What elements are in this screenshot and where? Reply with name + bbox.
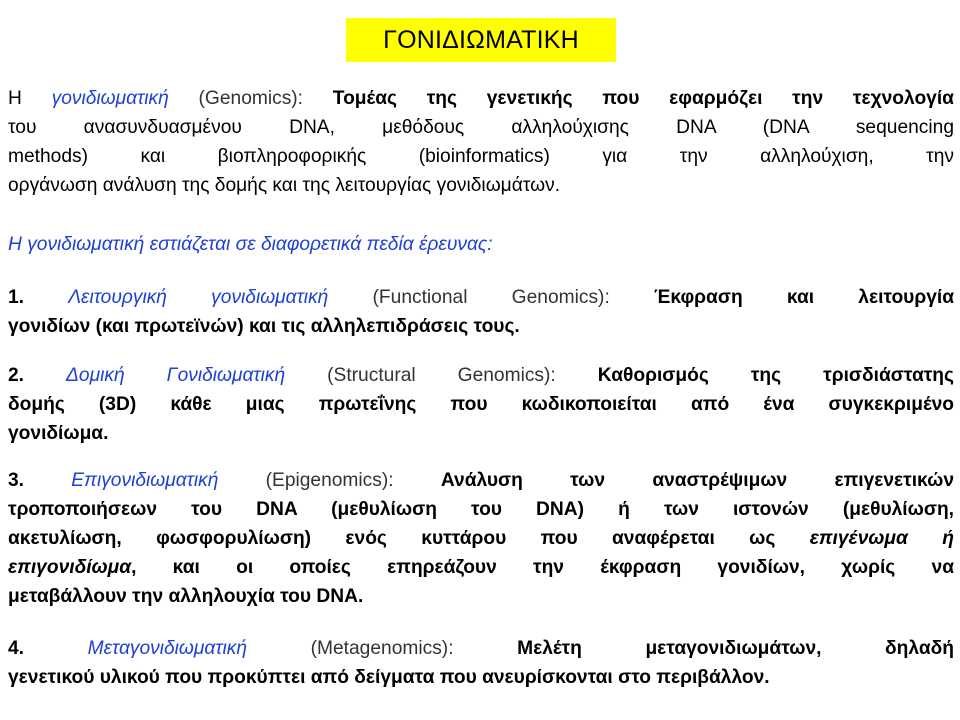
item4-text-1: Μελέτη μεταγονιδιωμάτων, δηλαδή xyxy=(517,638,954,659)
intro-paragraph xyxy=(8,84,954,200)
item3-text-1: Ανάλυση των αναστρέψιμων επιγενετικών xyxy=(440,470,954,491)
item2-line-1 xyxy=(8,361,954,390)
item4-line-1 xyxy=(8,634,954,663)
list-item-functional xyxy=(8,283,954,341)
item4-english: (Metagenomics): xyxy=(310,638,454,659)
item3-line-1 xyxy=(8,466,954,495)
item2-text-3: γονιδίωμα. xyxy=(8,423,109,444)
intro-line-2: του ανασυνδυασμένου DNA, μεθόδους αλληλούχισης DNA (DNA sequencing xyxy=(8,117,954,138)
item3-english: (Epigenomics): xyxy=(265,470,394,491)
list-item-epigenomics xyxy=(8,466,954,611)
item2-number: 2. xyxy=(8,365,25,386)
item1-text-2: γονιδίων (και πρωτεϊνών) και τις αλληλεπιδράσεις τους. xyxy=(8,316,520,337)
item2-text-1: Καθορισμός της τρισδιάστατης xyxy=(597,365,955,386)
intro-lead: Η xyxy=(8,88,22,109)
item4-text-2: γενετικού υλικού που προκύπτει από δείγματα που ανευρίσκονται στο περιβάλλον. xyxy=(8,667,770,688)
item3-text-5: μεταβάλλουν την αλληλουχία του DNA. xyxy=(8,586,364,607)
item1-line-1 xyxy=(8,283,954,312)
intro-english: (Genomics): xyxy=(198,88,304,109)
intro-term: γονιδιωματική xyxy=(51,88,169,109)
item3-text-4: , και οι οποίες επηρεάζουν την έκφραση γονιδίων, χωρίς να xyxy=(131,557,954,578)
item3-text-3: ακετυλίωση, φωσφορυλίωση) ενός κυττάρου που αναφέρεται ως xyxy=(8,528,776,549)
item3-text-2: τροποποιήσεων του DNA (μεθυλίωση του DNA) ή των ιστονών (μεθυλίωση, xyxy=(8,499,954,520)
item3-number: 3. xyxy=(8,470,25,491)
item2-term: Δομική Γονιδιωματική xyxy=(66,365,286,386)
list-item-structural xyxy=(8,361,954,448)
intro-line-4: οργάνωση ανάλυση της δομής και της λειτουργίας γονιδιωμάτων. xyxy=(8,175,561,196)
intro-line-1 xyxy=(8,84,954,113)
item3-epigenome-alt: επιγονιδίωμα xyxy=(8,557,132,578)
item4-term: Μεταγονιδιωματική xyxy=(87,638,248,659)
item1-english: (Functional Genomics): xyxy=(372,287,610,308)
item2-text-2: δομής (3D) κάθε μιας πρωτεΐνης που κωδικοποιείται από ένα συγκεκριμένο xyxy=(8,394,954,415)
title-highlight xyxy=(346,18,616,62)
item3-term: Επιγονιδιωματική xyxy=(71,470,219,491)
item3-line-3 xyxy=(8,524,954,553)
item1-text-1: Έκφραση και λειτουργία xyxy=(654,287,955,308)
item3-line-4 xyxy=(8,553,954,582)
item3-epigenome: επιγένωμα xyxy=(809,528,908,549)
item4-number: 4. xyxy=(8,638,25,659)
page-title: ΓΟΝΙΔΙΩΜΑΤΙΚΗ xyxy=(383,25,579,54)
focus-sentence: Η γονιδιωματική εστιάζεται σε διαφορετικά πεδία έρευνας: xyxy=(8,234,493,255)
item1-number: 1. xyxy=(8,287,25,308)
item1-term: Λειτουργική γονιδιωματική xyxy=(68,287,329,308)
intro-definition-1: Τομέας της γενετικής που εφαρμόζει την τεχνολογία xyxy=(332,88,954,109)
list-item-metagenomics xyxy=(8,634,954,692)
intro-line-3: methods) και βιοπληροφορικής (bioinformatics) για την αλληλούχιση, την xyxy=(8,146,954,167)
item3-or: ή xyxy=(942,528,954,549)
item2-english: (Structural Genomics): xyxy=(327,365,556,386)
